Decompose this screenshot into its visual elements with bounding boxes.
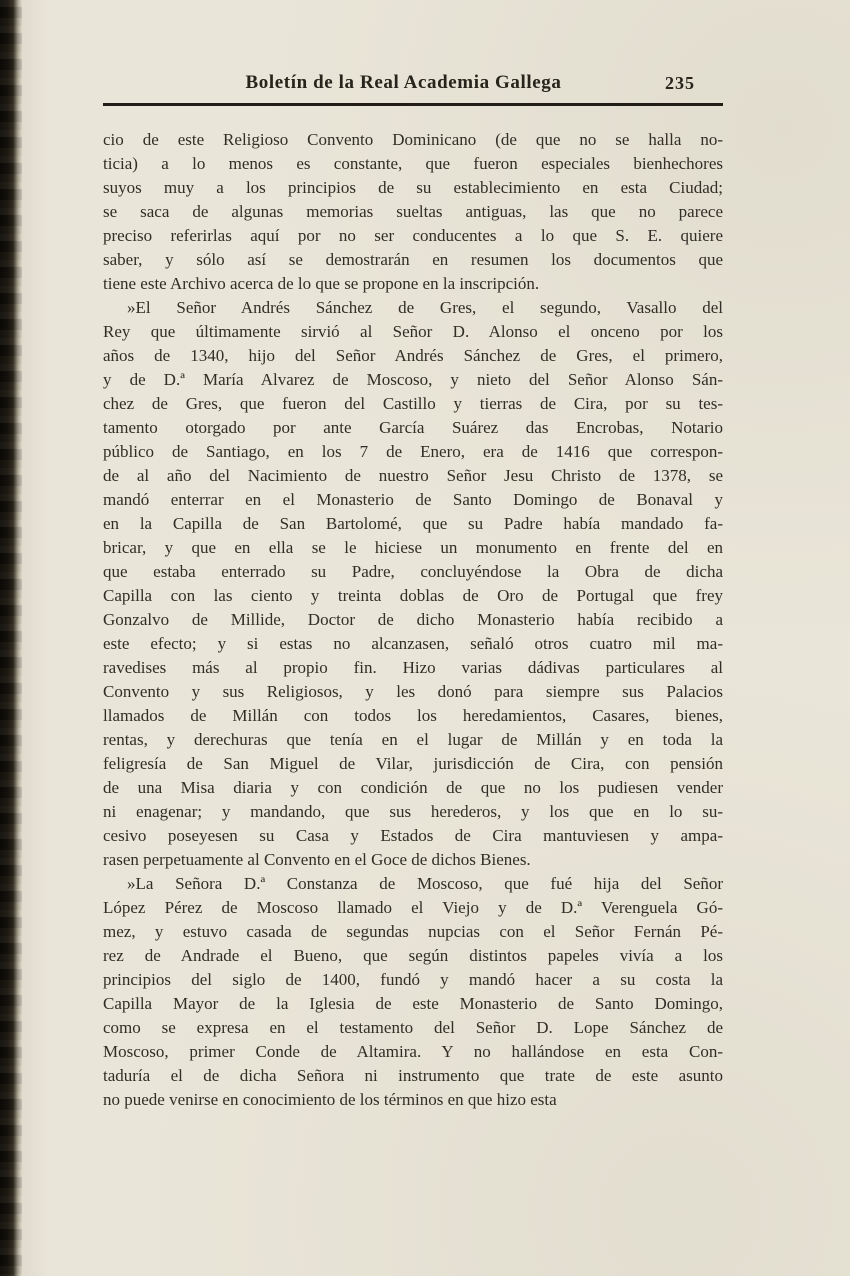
- text-line: Rey que últimamente sirvió al Señor D. Alonso el onceno por los: [103, 322, 723, 341]
- text-line: como se expresa en el testamento del Señor D. Lope Sánchez de: [103, 1018, 723, 1037]
- text-line: saber, y sólo así se demostrarán en resumen los documentos que: [103, 250, 723, 269]
- text-line: y de D.ª María Alvarez de Moscoso, y nieto del Señor Alonso Sán-: [103, 370, 723, 389]
- text-line: preciso referirlas aquí por no ser conducentes a lo que S. E. quiere: [103, 226, 723, 245]
- header-rule: [103, 103, 723, 106]
- text-line: suyos muy a los principios de su establecimiento en esta Ciudad;: [103, 178, 723, 197]
- text-line: cio de este Religioso Convento Dominicano (de que no se halla no-: [103, 130, 723, 149]
- text-line: bricar, y que en ella se le hiciese un monumento en frente del en: [103, 538, 723, 557]
- text-line: mandó enterrar en el Monasterio de Santo Domingo de Bonaval y: [103, 490, 723, 509]
- text-line: feligresía de San Miguel de Vilar, jurisdicción de Cira, con pensión: [103, 754, 723, 773]
- paragraph: [103, 296, 723, 872]
- text-line: Gonzalvo de Millide, Doctor de dicho Monasterio había recibido a: [103, 610, 723, 629]
- paragraph: [103, 872, 723, 1112]
- text-line: mez, y estuvo casada de segundas nupcias con el Señor Fernán Pé-: [103, 922, 723, 941]
- text-line: rez de Andrade el Bueno, que según distintos papeles vivía a los: [103, 946, 723, 965]
- text-line: que estaba enterrado su Padre, concluyéndose la Obra de dicha: [103, 562, 723, 581]
- text-line: se saca de algunas memorias sueltas antiguas, las que no parece: [103, 202, 723, 221]
- text-line: rasen perpetuamente al Convento en el Goce de dichos Bienes.: [103, 850, 531, 869]
- text-line: ticia) a lo menos es constante, que fueron especiales bienhechores: [103, 154, 723, 173]
- page-number: 235: [665, 73, 695, 93]
- text-line: en la Capilla de San Bartolomé, que su Padre había mandado fa-: [103, 514, 723, 533]
- journal-title: Boletín de la Real Academia Gallega: [245, 72, 562, 93]
- text-line: no puede venirse en conocimiento de los términos en que hizo esta: [103, 1090, 557, 1109]
- text-line: este efecto; y si estas no alcanzasen, señaló otros cuatro mil ma-: [103, 634, 723, 653]
- text-line: público de Santiago, en los 7 de Enero, era de 1416 que correspon-: [103, 442, 723, 461]
- text-line: taduría el de dicha Señora ni instrumento que trate de este asunto: [103, 1066, 723, 1085]
- text-line: tamento otorgado por ante García Suárez das Encrobas, Notario: [103, 418, 723, 437]
- text-line: tiene este Archivo acerca de lo que se propone en la inscripción.: [103, 274, 540, 293]
- text-line: »La Señora D.ª Constanza de Moscoso, que fué hija del Señor: [127, 874, 723, 893]
- paragraph: [103, 128, 723, 296]
- text-line: chez de Gres, que fueron del Castillo y tierras de Cira, por su tes-: [103, 394, 723, 413]
- text-line: ni enagenar; y mandando, que sus herederos, y los que en lo su-: [103, 802, 723, 821]
- page-content: [103, 72, 723, 1112]
- text-line: rentas, y derechuras que tenía en el lugar de Millán y en toda la: [103, 730, 723, 749]
- body-text: [103, 128, 723, 1112]
- text-line: llamados de Millán con todos los heredamientos, Casares, bienes,: [103, 706, 723, 725]
- text-line: años de 1340, hijo del Señor Andrés Sánchez de Gres, el primero,: [103, 346, 723, 365]
- book-binding-shadow: [0, 0, 22, 1276]
- page-header: [103, 72, 723, 99]
- text-line: Moscoso, primer Conde de Altamira. Y no hallándose en esta Con-: [103, 1042, 723, 1061]
- text-line: »El Señor Andrés Sánchez de Gres, el segundo, Vasallo del: [127, 298, 723, 317]
- text-line: de una Misa diaria y con condición de que no los pudiesen vender: [103, 778, 723, 797]
- text-line: ravedises más al propio fin. Hizo varias dádivas particulares al: [103, 658, 723, 677]
- text-line: Capilla con las ciento y treinta doblas de Oro de Portugal que frey: [103, 586, 723, 605]
- text-line: principios del siglo de 1400, fundó y mandó hacer a su costa la: [103, 970, 723, 989]
- text-line: de al año del Nacimiento de nuestro Señor Jesu Christo de 1378, se: [103, 466, 723, 485]
- text-line: cesivo poseyesen su Casa y Estados de Cira mantuviesen y ampa-: [103, 826, 723, 845]
- text-line: López Pérez de Moscoso llamado el Viejo y de D.ª Verenguela Gó-: [103, 898, 723, 917]
- text-line: Capilla Mayor de la Iglesia de este Monasterio de Santo Domingo,: [103, 994, 723, 1013]
- text-line: Convento y sus Religiosos, y les donó para siempre sus Palacios: [103, 682, 723, 701]
